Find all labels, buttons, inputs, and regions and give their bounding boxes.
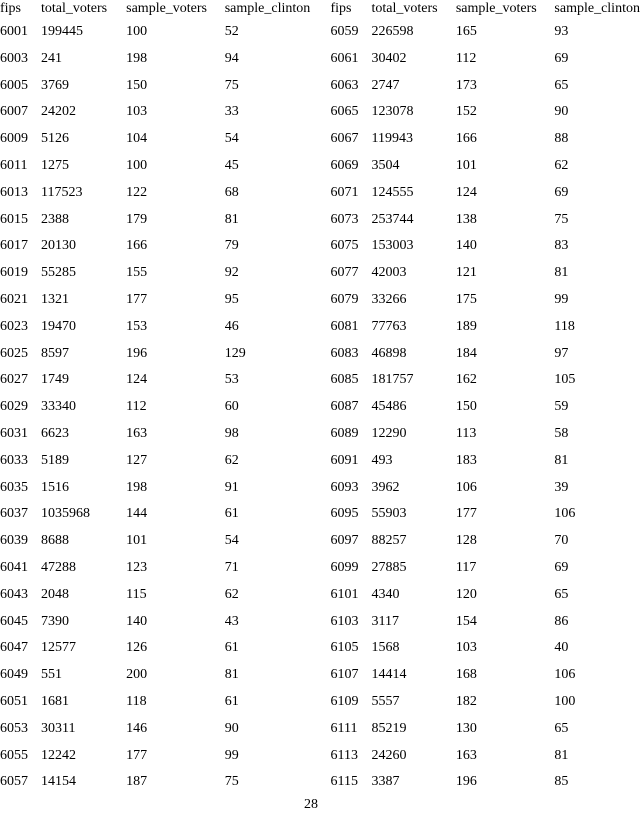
sample-clinton-cell: 53 <box>224 372 239 388</box>
sample-clinton-cell: 69 <box>554 184 569 200</box>
total-voters-cell: 123078 <box>371 104 414 120</box>
column-header-sample-voters: sample_voters <box>455 1 537 16</box>
total-voters-cell: 1035968 <box>41 506 90 522</box>
fips-cell: 6067 <box>330 131 359 147</box>
sample-clinton-cell: 39 <box>554 479 569 495</box>
fips-cell: 6037 <box>0 506 28 522</box>
fips-cell: 6033 <box>0 452 28 468</box>
fips-cell: 6079 <box>330 291 359 307</box>
fips-cell: 6057 <box>0 774 28 790</box>
table-row <box>0 394 640 421</box>
fips-cell: 6001 <box>0 24 28 39</box>
sample-voters-cell: 123 <box>126 559 148 575</box>
table-row <box>0 555 640 582</box>
fips-cell: 6083 <box>330 345 359 361</box>
sample-voters-cell: 179 <box>126 211 148 227</box>
fips-cell: 6021 <box>0 291 28 307</box>
sample-clinton-cell: 62 <box>224 452 239 468</box>
table-row <box>0 153 640 180</box>
sample-clinton-cell: 71 <box>224 559 239 575</box>
fips-cell: 6059 <box>330 24 359 39</box>
table-row <box>0 367 640 394</box>
sample-clinton-cell: 79 <box>224 238 239 254</box>
sample-voters-cell: 182 <box>455 693 477 709</box>
table-row <box>0 126 640 153</box>
sample-clinton-cell: 83 <box>554 238 569 254</box>
total-voters-cell: 12290 <box>371 425 407 441</box>
sample-voters-cell: 101 <box>455 157 477 173</box>
sample-clinton-cell: 129 <box>224 345 246 361</box>
total-voters-cell: 1681 <box>41 693 69 709</box>
sample-clinton-cell: 91 <box>224 479 239 495</box>
sample-clinton-cell: 62 <box>224 586 239 602</box>
sample-voters-cell: 196 <box>455 774 477 790</box>
sample-clinton-cell: 40 <box>554 640 569 656</box>
fips-cell: 6115 <box>330 774 358 790</box>
fips-cell: 6051 <box>0 693 28 709</box>
sample-voters-cell: 150 <box>126 77 148 93</box>
sample-clinton-cell: 54 <box>224 533 239 549</box>
total-voters-cell: 153003 <box>371 238 414 254</box>
total-voters-cell: 24260 <box>371 747 407 763</box>
table-row <box>0 582 640 609</box>
sample-voters-cell: 128 <box>455 533 477 549</box>
sample-clinton-cell: 95 <box>224 291 239 307</box>
fips-cell: 6075 <box>330 238 359 254</box>
total-voters-cell: 2048 <box>41 586 69 602</box>
sample-voters-cell: 166 <box>126 238 148 254</box>
fips-cell: 6039 <box>0 533 28 549</box>
sample-voters-cell: 155 <box>126 265 148 281</box>
sample-clinton-cell: 45 <box>224 157 239 173</box>
sample-voters-cell: 187 <box>126 774 148 790</box>
sample-clinton-cell: 70 <box>554 533 569 549</box>
fips-cell: 6049 <box>0 667 28 683</box>
sample-voters-cell: 121 <box>455 265 477 281</box>
sample-clinton-cell: 52 <box>224 24 239 39</box>
sample-clinton-cell: 100 <box>554 693 576 709</box>
total-voters-cell: 24202 <box>41 104 76 120</box>
total-voters-cell: 47288 <box>41 559 76 575</box>
sample-clinton-cell: 65 <box>554 586 569 602</box>
sample-voters-cell: 127 <box>126 452 148 468</box>
fips-cell: 6029 <box>0 399 28 415</box>
sample-voters-cell: 138 <box>455 211 477 227</box>
sample-voters-cell: 140 <box>126 613 148 629</box>
sample-voters-cell: 153 <box>126 318 148 334</box>
fips-cell: 6043 <box>0 586 28 602</box>
total-voters-cell: 30311 <box>41 720 76 736</box>
fips-cell: 6099 <box>330 559 359 575</box>
sample-clinton-cell: 88 <box>554 131 569 147</box>
fips-cell: 6015 <box>0 211 28 227</box>
fips-cell: 6105 <box>330 640 359 656</box>
column-header-total-voters: total_voters <box>41 1 108 16</box>
table-row <box>0 421 640 448</box>
total-voters-cell: 3117 <box>371 613 399 629</box>
sample-clinton-cell: 65 <box>554 77 569 93</box>
sample-clinton-cell: 69 <box>554 50 569 66</box>
sample-voters-cell: 184 <box>455 345 477 361</box>
sample-voters-cell: 130 <box>455 720 477 736</box>
fips-cell: 6003 <box>0 50 28 66</box>
sample-clinton-cell: 61 <box>224 640 239 656</box>
sample-voters-cell: 177 <box>126 747 148 763</box>
sample-voters-cell: 117 <box>455 559 477 575</box>
table-row <box>0 19 640 46</box>
total-voters-cell: 77763 <box>371 318 407 334</box>
sample-voters-cell: 118 <box>126 693 147 709</box>
sample-voters-cell: 162 <box>455 372 477 388</box>
fips-cell: 6023 <box>0 318 28 334</box>
column-header-fips: fips <box>330 1 352 16</box>
fips-cell: 6035 <box>0 479 28 495</box>
table-row <box>0 609 640 636</box>
table-row <box>0 260 640 287</box>
table-row <box>0 769 640 796</box>
sample-voters-cell: 150 <box>455 399 477 415</box>
sample-clinton-cell: 33 <box>224 104 239 120</box>
fips-cell: 6081 <box>330 318 359 334</box>
table-row <box>0 73 640 100</box>
fips-cell: 6065 <box>330 104 359 120</box>
total-voters-cell: 5557 <box>371 693 400 709</box>
total-voters-cell: 46898 <box>371 345 407 361</box>
total-voters-cell: 5126 <box>41 131 69 147</box>
sample-clinton-cell: 68 <box>224 184 239 200</box>
total-voters-cell: 30402 <box>371 50 407 66</box>
sample-voters-cell: 154 <box>455 613 477 629</box>
total-voters-cell: 117523 <box>41 184 83 200</box>
fips-cell: 6063 <box>330 77 359 93</box>
fips-cell: 6085 <box>330 372 359 388</box>
fips-cell: 6071 <box>330 184 359 200</box>
page-number: 28 <box>304 797 318 812</box>
sample-voters-cell: 140 <box>455 238 477 254</box>
total-voters-cell: 119943 <box>371 131 413 147</box>
fips-cell: 6055 <box>0 747 28 763</box>
table-row <box>0 99 640 126</box>
sample-clinton-cell: 61 <box>224 693 239 709</box>
sample-clinton-cell: 54 <box>224 131 239 147</box>
sample-clinton-cell: 75 <box>224 77 239 93</box>
table-header-row <box>0 0 640 19</box>
sample-voters-cell: 200 <box>126 667 148 683</box>
sample-clinton-cell: 85 <box>554 774 569 790</box>
fips-cell: 6101 <box>330 586 359 602</box>
fips-cell: 6025 <box>0 345 28 361</box>
fips-cell: 6111 <box>330 720 358 736</box>
sample-clinton-cell: 59 <box>554 399 569 415</box>
sample-clinton-cell: 99 <box>224 747 239 763</box>
fips-cell: 6073 <box>330 211 359 227</box>
table-row <box>0 528 640 555</box>
total-voters-cell: 3387 <box>371 774 400 790</box>
table-row <box>0 448 640 475</box>
table-row <box>0 475 640 502</box>
table-body <box>0 19 640 796</box>
fips-cell: 6077 <box>330 265 359 281</box>
total-voters-cell: 1568 <box>371 640 400 656</box>
sample-voters-cell: 165 <box>455 24 477 39</box>
fips-cell: 6011 <box>0 157 28 173</box>
sample-clinton-cell: 90 <box>224 720 239 736</box>
total-voters-cell: 42003 <box>371 265 407 281</box>
fips-cell: 6013 <box>0 184 28 200</box>
total-voters-cell: 45486 <box>371 399 407 415</box>
sample-voters-cell: 198 <box>126 479 148 495</box>
sample-clinton-cell: 65 <box>554 720 569 736</box>
total-voters-cell: 551 <box>41 667 62 683</box>
column-header-sample-clinton: sample_clinton <box>554 1 640 16</box>
table-row <box>0 662 640 689</box>
sample-clinton-cell: 106 <box>554 667 576 683</box>
total-voters-cell: 7390 <box>41 613 69 629</box>
total-voters-cell: 19470 <box>41 318 76 334</box>
sample-clinton-cell: 43 <box>224 613 239 629</box>
table-row <box>0 207 640 234</box>
sample-voters-cell: 122 <box>126 184 148 200</box>
fips-cell: 6093 <box>330 479 359 495</box>
total-voters-cell: 181757 <box>371 372 414 388</box>
sample-clinton-cell: 92 <box>224 265 239 281</box>
total-voters-cell: 88257 <box>371 533 407 549</box>
fips-cell: 6005 <box>0 77 28 93</box>
table-row <box>0 635 640 662</box>
sample-clinton-cell: 81 <box>554 265 569 281</box>
sample-clinton-cell: 94 <box>224 50 239 66</box>
sample-voters-cell: 196 <box>126 345 148 361</box>
fips-cell: 6087 <box>330 399 359 415</box>
column-header-sample-voters: sample_voters <box>126 1 208 16</box>
table-row <box>0 743 640 770</box>
fips-cell: 6109 <box>330 693 359 709</box>
sample-voters-cell: 175 <box>455 291 477 307</box>
sample-voters-cell: 177 <box>126 291 148 307</box>
table-row <box>0 689 640 716</box>
fips-cell: 6069 <box>330 157 359 173</box>
sample-clinton-cell: 93 <box>554 24 569 39</box>
sample-voters-cell: 124 <box>126 372 148 388</box>
sample-voters-cell: 144 <box>126 506 148 522</box>
total-voters-cell: 12577 <box>41 640 76 656</box>
sample-clinton-cell: 86 <box>554 613 569 629</box>
sample-voters-cell: 103 <box>455 640 477 656</box>
sample-voters-cell: 163 <box>126 425 148 441</box>
sample-voters-cell: 100 <box>126 157 148 173</box>
total-voters-cell: 4340 <box>371 586 400 602</box>
total-voters-cell: 55285 <box>41 265 76 281</box>
sample-voters-cell: 120 <box>455 586 477 602</box>
sample-clinton-cell: 98 <box>224 425 239 441</box>
total-voters-cell: 241 <box>41 50 62 66</box>
sample-voters-cell: 166 <box>455 131 477 147</box>
sample-clinton-cell: 90 <box>554 104 569 120</box>
fips-cell: 6097 <box>330 533 359 549</box>
total-voters-cell: 14154 <box>41 774 76 790</box>
sample-clinton-cell: 61 <box>224 506 239 522</box>
fips-cell: 6017 <box>0 238 28 254</box>
sample-clinton-cell: 105 <box>554 372 576 388</box>
total-voters-cell: 1749 <box>41 372 69 388</box>
sample-voters-cell: 183 <box>455 452 477 468</box>
fips-cell: 6047 <box>0 640 28 656</box>
total-voters-cell: 33340 <box>41 399 76 415</box>
total-voters-cell: 20130 <box>41 238 76 254</box>
sample-voters-cell: 189 <box>455 318 477 334</box>
total-voters-cell: 33266 <box>371 291 407 307</box>
sample-voters-cell: 152 <box>455 104 477 120</box>
sample-clinton-cell: 97 <box>554 345 569 361</box>
sample-voters-cell: 101 <box>126 533 148 549</box>
sample-voters-cell: 106 <box>455 479 477 495</box>
fips-cell: 6095 <box>330 506 359 522</box>
fips-cell: 6031 <box>0 425 28 441</box>
table-row <box>0 716 640 743</box>
sample-clinton-cell: 75 <box>554 211 569 227</box>
total-voters-cell: 8597 <box>41 345 69 361</box>
total-voters-cell: 55903 <box>371 506 407 522</box>
fips-cell: 6089 <box>330 425 359 441</box>
total-voters-cell: 27885 <box>371 559 407 575</box>
sample-voters-cell: 126 <box>126 640 148 656</box>
sample-voters-cell: 115 <box>126 586 147 602</box>
column-header-fips: fips <box>0 1 21 16</box>
sample-voters-cell: 146 <box>126 720 148 736</box>
fips-cell: 6019 <box>0 265 28 281</box>
table-row <box>0 46 640 73</box>
fips-cell: 6091 <box>330 452 359 468</box>
sample-voters-cell: 173 <box>455 77 477 93</box>
sample-clinton-cell: 62 <box>554 157 569 173</box>
total-voters-cell: 199445 <box>41 24 83 39</box>
total-voters-cell: 14414 <box>371 667 407 683</box>
sample-voters-cell: 112 <box>455 50 477 66</box>
total-voters-cell: 124555 <box>371 184 414 200</box>
table-row <box>0 233 640 260</box>
total-voters-cell: 1275 <box>41 157 69 173</box>
total-voters-cell: 12242 <box>41 747 76 763</box>
sample-clinton-cell: 81 <box>224 211 239 227</box>
total-voters-cell: 226598 <box>371 24 414 39</box>
table-row <box>0 314 640 341</box>
total-voters-cell: 2747 <box>371 77 400 93</box>
fips-cell: 6009 <box>0 131 28 147</box>
sample-clinton-cell: 106 <box>554 506 576 522</box>
sample-clinton-cell: 81 <box>554 747 569 763</box>
fips-cell: 6027 <box>0 372 28 388</box>
sample-voters-cell: 163 <box>455 747 477 763</box>
fips-cell: 6113 <box>330 747 358 763</box>
column-header-total-voters: total_voters <box>371 1 438 16</box>
sample-clinton-cell: 75 <box>224 774 239 790</box>
sample-clinton-cell: 81 <box>554 452 569 468</box>
table-row <box>0 287 640 314</box>
fips-cell: 6041 <box>0 559 28 575</box>
total-voters-cell: 3769 <box>41 77 69 93</box>
total-voters-cell: 493 <box>371 452 393 468</box>
fips-cell: 6103 <box>330 613 359 629</box>
total-voters-cell: 2388 <box>41 211 69 227</box>
sample-voters-cell: 103 <box>126 104 148 120</box>
table-row <box>0 501 640 528</box>
sample-clinton-cell: 99 <box>554 291 569 307</box>
table-row <box>0 341 640 368</box>
sample-clinton-cell: 69 <box>554 559 569 575</box>
sample-voters-cell: 168 <box>455 667 477 683</box>
table-row <box>0 180 640 207</box>
sample-clinton-cell: 118 <box>554 318 575 334</box>
total-voters-cell: 8688 <box>41 533 69 549</box>
fips-cell: 6053 <box>0 720 28 736</box>
fips-cell: 6045 <box>0 613 28 629</box>
sample-voters-cell: 198 <box>126 50 148 66</box>
total-voters-cell: 6623 <box>41 425 69 441</box>
sample-voters-cell: 113 <box>455 425 477 441</box>
sample-clinton-cell: 81 <box>224 667 239 683</box>
sample-voters-cell: 112 <box>126 399 147 415</box>
total-voters-cell: 3962 <box>371 479 400 495</box>
column-header-sample-clinton: sample_clinton <box>224 1 311 16</box>
total-voters-cell: 5189 <box>41 452 69 468</box>
sample-voters-cell: 100 <box>126 24 148 39</box>
sample-clinton-cell: 58 <box>554 425 569 441</box>
total-voters-cell: 1321 <box>41 291 69 307</box>
fips-cell: 6107 <box>330 667 359 683</box>
fips-cell: 6061 <box>330 50 359 66</box>
total-voters-cell: 85219 <box>371 720 407 736</box>
total-voters-cell: 3504 <box>371 157 400 173</box>
sample-voters-cell: 124 <box>455 184 477 200</box>
sample-clinton-cell: 60 <box>224 399 239 415</box>
sample-clinton-cell: 46 <box>224 318 239 334</box>
total-voters-cell: 253744 <box>371 211 414 227</box>
fips-cell: 6007 <box>0 104 28 120</box>
total-voters-cell: 1516 <box>41 479 69 495</box>
sample-voters-cell: 104 <box>126 131 148 147</box>
sample-voters-cell: 177 <box>455 506 477 522</box>
